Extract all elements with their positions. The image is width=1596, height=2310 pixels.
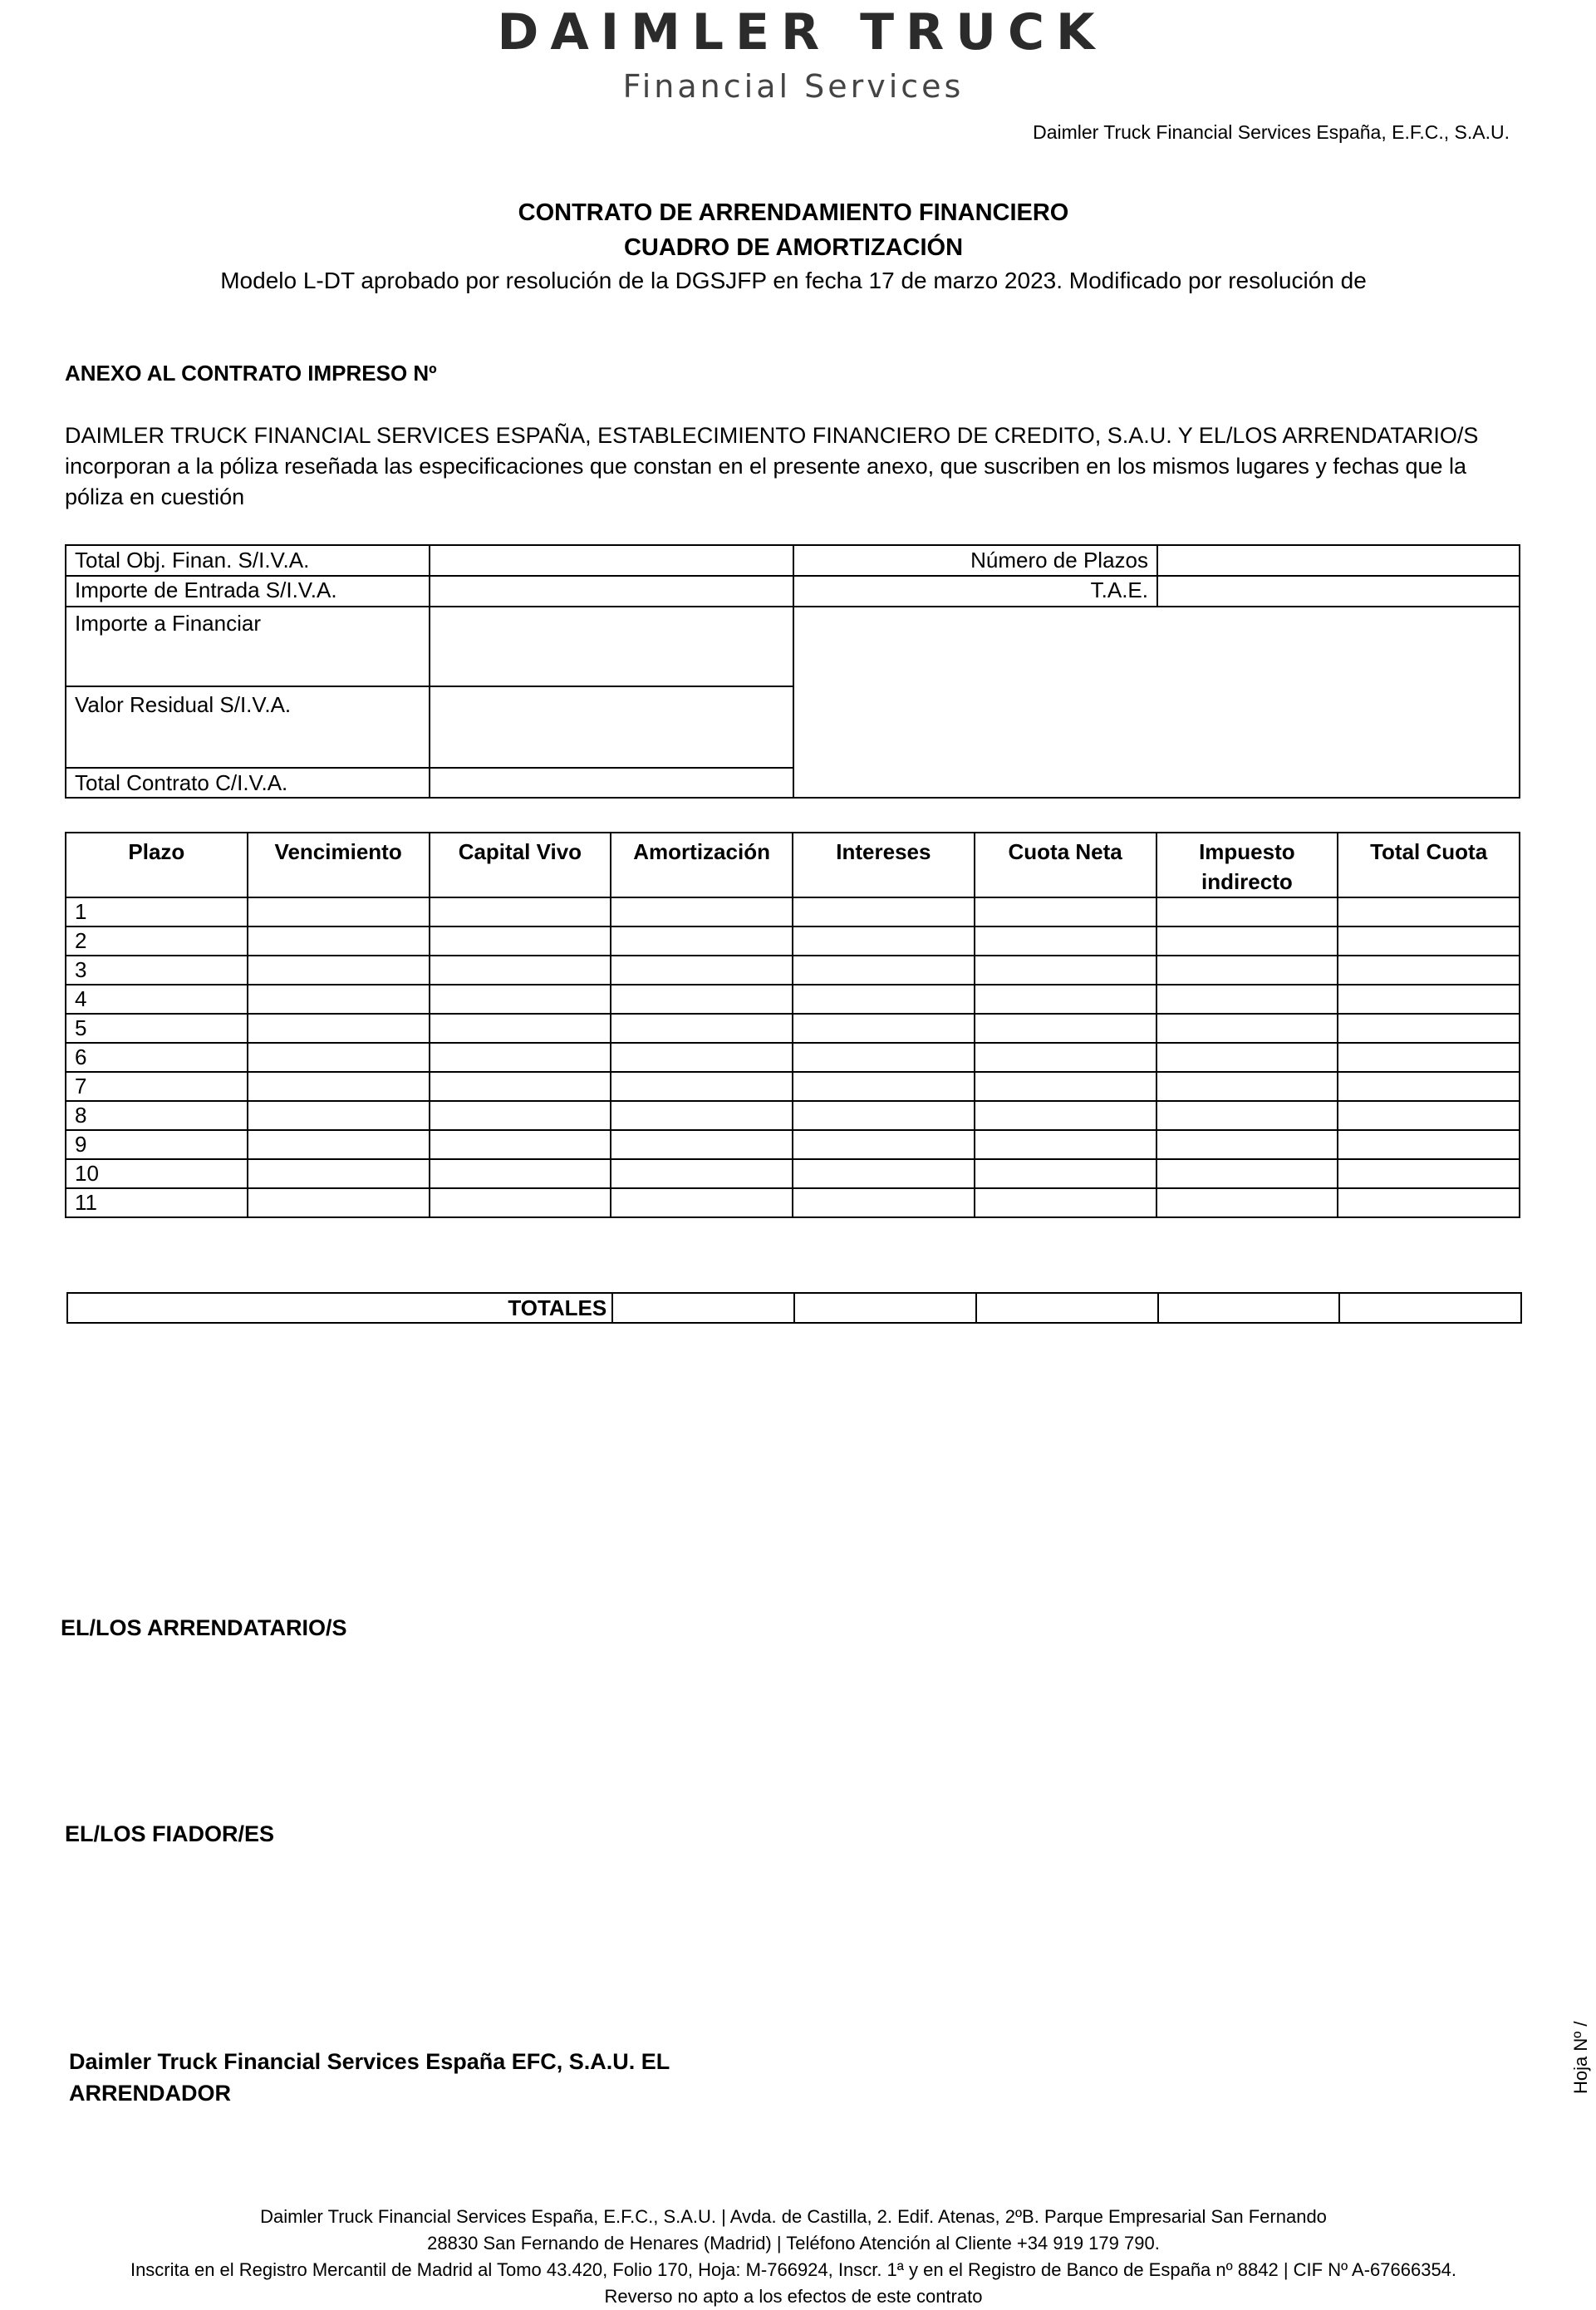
cell-impuesto-indirecto[interactable] [1156, 1159, 1338, 1188]
cell-capital-vivo[interactable] [430, 1188, 611, 1217]
footer-line-3: Inscrita en el Registro Mercantil de Madrid al Tomo 43.420, Folio 170, Hoja: M-766924, Inscr. 1ª y en el Registro de Banco de España nº 8842 | CIF Nº A-67666354. [130, 2259, 1457, 2280]
cell-amortizacion[interactable] [611, 1014, 793, 1043]
cell-cuota-neta[interactable] [975, 1014, 1156, 1043]
cell-plazo: 6 [66, 1043, 248, 1072]
cell-vencimiento[interactable] [248, 956, 430, 985]
cell-amortizacion[interactable] [611, 1072, 793, 1101]
total-impuesto[interactable] [1158, 1293, 1340, 1323]
document-title: CONTRATO DE ARRENDAMIENTO FINANCIERO [518, 199, 1069, 226]
cell-vencimiento[interactable] [248, 1130, 430, 1159]
cell-vencimiento[interactable] [248, 926, 430, 956]
cell-intereses[interactable] [793, 1014, 975, 1043]
label-importe-entrada: Importe de Entrada S/I.V.A. [75, 578, 337, 602]
value-total-contrato[interactable] [430, 769, 793, 797]
cell-cuota-neta[interactable] [975, 1072, 1156, 1101]
cell-capital-vivo[interactable] [430, 1159, 611, 1188]
table-row [66, 1014, 1520, 1043]
table-row [66, 1188, 1520, 1217]
cell-total-cuota[interactable] [1338, 1072, 1520, 1101]
intro-paragraph: DAIMLER TRUCK FINANCIAL SERVICES ESPAÑA, ESTABLECIMIENTO FINANCIERO DE CREDITO, S.A.U. Y EL/LOS ARRENDATARIO/S incorporan a la póliza reseñada las especificaciones que constan en el presente anexo, que suscriben en los mismos lugares y fechas que la póliza en cuestión [65, 423, 1479, 509]
cell-impuesto-indirecto[interactable] [1156, 926, 1338, 956]
cell-cuota-neta[interactable] [975, 926, 1156, 956]
cell-intereses[interactable] [793, 1159, 975, 1188]
cell-plazo: 3 [66, 956, 248, 985]
cell-intereses[interactable] [793, 1130, 975, 1159]
total-cuota[interactable] [1339, 1293, 1521, 1323]
cell-total-cuota[interactable] [1338, 1101, 1520, 1130]
summary-box [65, 544, 1520, 799]
cell-plazo: 8 [66, 1101, 248, 1130]
table-row [66, 1159, 1520, 1188]
cell-amortizacion[interactable] [611, 897, 793, 926]
value-total-obj[interactable] [430, 546, 793, 575]
cell-intereses[interactable] [793, 1188, 975, 1217]
footer-line-2: 28830 San Fernando de Henares (Madrid) | Teléfono Atención al Cliente +34 919 179 790. [427, 2233, 1160, 2253]
amortization-table [65, 832, 1520, 1218]
cell-intereses[interactable] [793, 926, 975, 956]
cell-amortizacion[interactable] [611, 1043, 793, 1072]
label-total-obj: Total Obj. Finan. S/I.V.A. [75, 548, 310, 573]
value-importe-entrada[interactable] [430, 577, 793, 606]
cell-amortizacion[interactable] [611, 1130, 793, 1159]
cell-capital-vivo[interactable] [430, 1014, 611, 1043]
cell-intereses[interactable] [793, 956, 975, 985]
footer-line-4: Reverso no apto a los efectos de este contrato [604, 2286, 983, 2307]
total-cuota-neta[interactable] [976, 1293, 1158, 1323]
table-row [66, 897, 1520, 926]
totals-row [67, 1293, 1521, 1323]
cell-impuesto-indirecto[interactable] [1156, 897, 1338, 926]
table-row [66, 1043, 1520, 1072]
cell-total-cuota[interactable] [1338, 956, 1520, 985]
col-header-impuesto-indirecto: Impuesto indirecto [1156, 833, 1338, 897]
value-importe-financiar[interactable] [430, 607, 793, 686]
table-header-row [66, 833, 1520, 897]
cell-amortizacion[interactable] [611, 985, 793, 1014]
label-importe-financiar: Importe a Financiar [75, 611, 261, 636]
cell-cuota-neta[interactable] [975, 1159, 1156, 1188]
cell-total-cuota[interactable] [1338, 1043, 1520, 1072]
logo-main: DAIMLER TRUCK [497, 3, 1107, 61]
cell-capital-vivo[interactable] [430, 985, 611, 1014]
cell-total-cuota[interactable] [1338, 985, 1520, 1014]
cell-impuesto-indirecto[interactable] [1156, 1130, 1338, 1159]
cell-amortizacion[interactable] [611, 1188, 793, 1217]
totals-label: TOTALES [67, 1293, 612, 1323]
signature-fiador: EL/LOS FIADOR/ES [65, 1821, 275, 1846]
cell-intereses[interactable] [793, 1072, 975, 1101]
col-header-amortizacion: Amortización [611, 833, 793, 897]
model-approval-note: Modelo L-DT aprobado por resolución de la DGSJFP en fecha 17 de marzo 2023. Modificado por resolución de [220, 268, 1367, 293]
table-row [66, 1072, 1520, 1101]
cell-cuota-neta[interactable] [975, 897, 1156, 926]
cell-cuota-neta[interactable] [975, 985, 1156, 1014]
cell-cuota-neta[interactable] [975, 956, 1156, 985]
cell-cuota-neta[interactable] [975, 1188, 1156, 1217]
col-header-cuota-neta: Cuota Neta [975, 833, 1156, 897]
cell-impuesto-indirecto[interactable] [1156, 1101, 1338, 1130]
cell-total-cuota[interactable] [1338, 926, 1520, 956]
cell-plazo: 7 [66, 1072, 248, 1101]
col-header-vencimiento: Vencimiento [248, 833, 430, 897]
logo-sub: Financial Services [622, 68, 965, 105]
cell-capital-vivo[interactable] [430, 1130, 611, 1159]
label-numero-plazos: Número de Plazos [970, 548, 1148, 573]
cell-capital-vivo[interactable] [430, 1072, 611, 1101]
cell-capital-vivo[interactable] [430, 956, 611, 985]
cell-total-cuota[interactable] [1338, 1188, 1520, 1217]
cell-intereses[interactable] [793, 1101, 975, 1130]
cell-vencimiento[interactable] [248, 1101, 430, 1130]
cell-intereses[interactable] [793, 985, 975, 1014]
table-row [66, 985, 1520, 1014]
cell-intereses[interactable] [793, 897, 975, 926]
annex-label: ANEXO AL CONTRATO IMPRESO Nº [65, 361, 437, 386]
cell-cuota-neta[interactable] [975, 1101, 1156, 1130]
label-valor-residual: Valor Residual S/I.V.A. [75, 692, 292, 717]
cell-impuesto-indirecto[interactable] [1156, 956, 1338, 985]
cell-vencimiento[interactable] [248, 1043, 430, 1072]
cell-plazo: 9 [66, 1130, 248, 1159]
cell-impuesto-indirecto[interactable] [1156, 1043, 1338, 1072]
cell-plazo: 10 [66, 1159, 248, 1188]
cell-plazo: 11 [66, 1188, 248, 1217]
cell-vencimiento[interactable] [248, 1159, 430, 1188]
value-valor-residual[interactable] [430, 687, 793, 767]
table-row [66, 1130, 1520, 1159]
company-name-header: Daimler Truck Financial Services España, E.F.C., S.A.U. [1033, 121, 1510, 143]
cell-total-cuota[interactable] [1338, 1014, 1520, 1043]
cell-vencimiento[interactable] [248, 985, 430, 1014]
signature-arrendador-line2: ARRENDADOR [69, 2081, 231, 2106]
cell-plazo: 2 [66, 926, 248, 956]
cell-capital-vivo[interactable] [430, 926, 611, 956]
table-row [66, 926, 1520, 956]
document-subtitle: CUADRO DE AMORTIZACIÓN [623, 234, 964, 261]
total-amortizacion[interactable] [612, 1293, 794, 1323]
col-header-capital-vivo: Capital Vivo [430, 833, 611, 897]
cell-plazo: 4 [66, 985, 248, 1014]
value-numero-plazos[interactable] [1158, 546, 1519, 575]
col-header-plazo: Plazo [66, 833, 248, 897]
cell-plazo: 5 [66, 1014, 248, 1043]
cell-vencimiento[interactable] [248, 1072, 430, 1101]
cell-intereses[interactable] [793, 1043, 975, 1072]
cell-amortizacion[interactable] [611, 1101, 793, 1130]
cell-impuesto-indirecto[interactable] [1156, 985, 1338, 1014]
label-total-contrato: Total Contrato C/I.V.A. [75, 770, 288, 795]
sheet-number-label: Hoja Nº / [1570, 2021, 1591, 2094]
cell-capital-vivo[interactable] [430, 897, 611, 926]
cell-cuota-neta[interactable] [975, 1043, 1156, 1072]
total-intereses[interactable] [794, 1293, 976, 1323]
footer-line-1: Daimler Truck Financial Services España, E.F.C., S.A.U. | Avda. de Castilla, 2. Edif. Atenas, 2ºB. Parque Empresarial San Fernando [260, 2206, 1327, 2227]
value-tae[interactable] [1158, 577, 1519, 606]
cell-vencimiento[interactable] [248, 1014, 430, 1043]
cell-impuesto-indirecto[interactable] [1156, 1188, 1338, 1217]
cell-amortizacion[interactable] [611, 1159, 793, 1188]
cell-vencimiento[interactable] [248, 897, 430, 926]
cell-total-cuota[interactable] [1338, 897, 1520, 926]
col-header-total-cuota: Total Cuota [1338, 833, 1520, 897]
table-row [66, 956, 1520, 985]
signature-arrendador-line1: Daimler Truck Financial Services España EFC, S.A.U. EL [69, 2049, 670, 2074]
label-tae: T.A.E. [1090, 578, 1148, 602]
cell-cuota-neta[interactable] [975, 1130, 1156, 1159]
signature-arrendatario: EL/LOS ARRENDATARIO/S [61, 1615, 347, 1640]
table-row [66, 1101, 1520, 1130]
cell-total-cuota[interactable] [1338, 1130, 1520, 1159]
footer [0, 2204, 1587, 2310]
cell-amortizacion[interactable] [611, 956, 793, 985]
cell-plazo: 1 [66, 897, 248, 926]
totals-table [66, 1292, 1522, 1324]
cell-vencimiento[interactable] [248, 1188, 430, 1217]
col-header-intereses: Intereses [793, 833, 975, 897]
cell-impuesto-indirecto[interactable] [1156, 1014, 1338, 1043]
cell-amortizacion[interactable] [611, 926, 793, 956]
cell-total-cuota[interactable] [1338, 1159, 1520, 1188]
cell-capital-vivo[interactable] [430, 1043, 611, 1072]
cell-impuesto-indirecto[interactable] [1156, 1072, 1338, 1101]
cell-capital-vivo[interactable] [430, 1101, 611, 1130]
